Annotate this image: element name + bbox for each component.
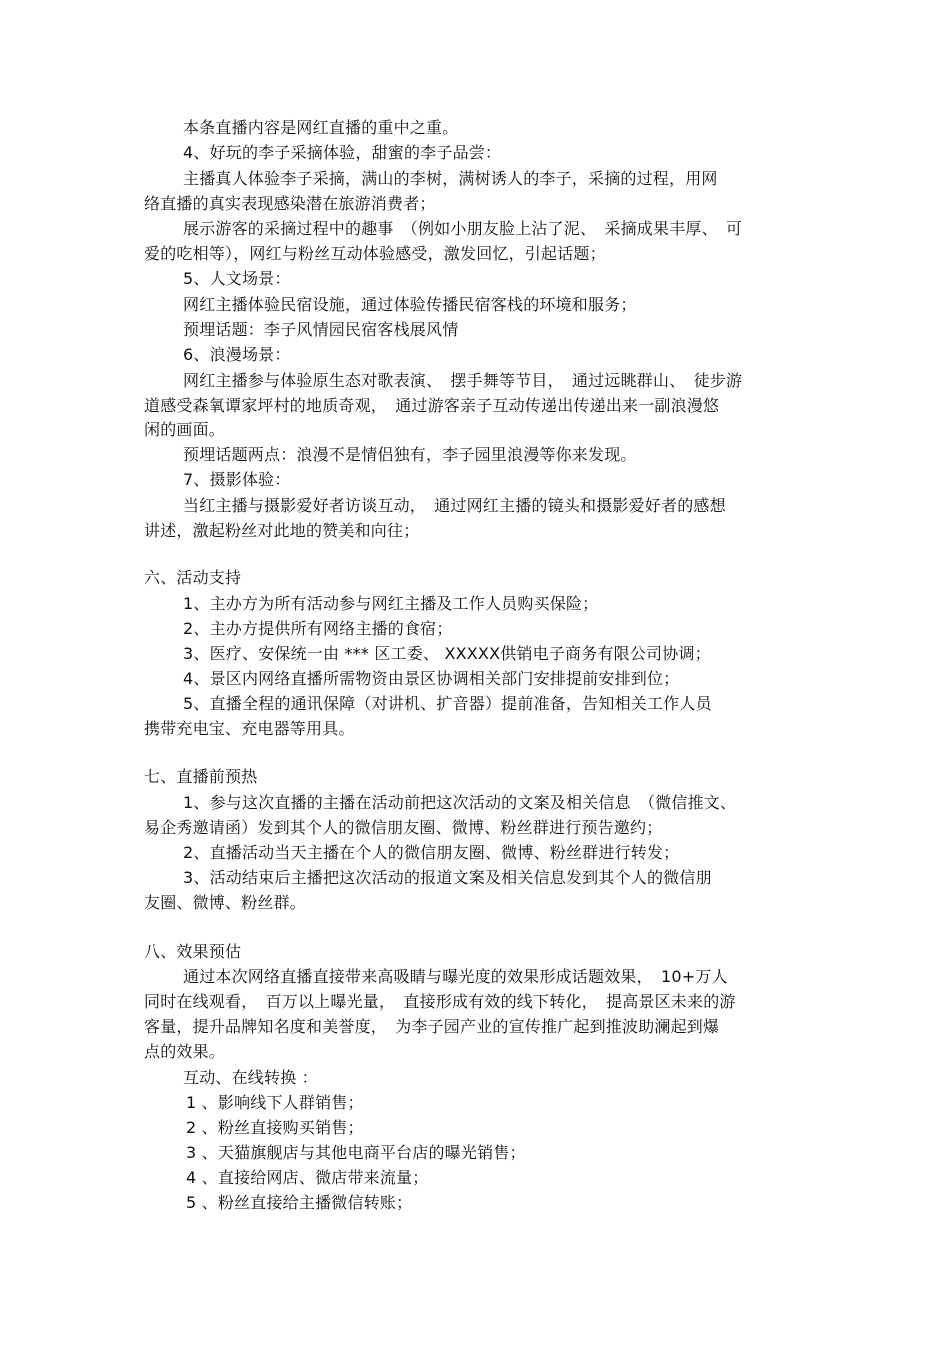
item-7-title: 7、摄影体验： [183, 470, 291, 489]
item-4-line-3: 展示游客的采摘过程中的趣事 （例如小朋友脸上沾了泥、 采摘成果丰厚、 可 [183, 219, 743, 238]
item-6-line-2: 道感受森氧谭家坪村的地质奇观， 通过游客亲子互动传递出传递出来一副浪漫悠 [144, 396, 720, 415]
section-6-line-2: 2、主办方提供所有网络主播的食宿； [183, 619, 453, 638]
section-6-line-1: 1、主办方为所有活动参与网红主播及工作人员购买保险； [183, 594, 599, 613]
section-6-heading: 六、活动支持 [144, 568, 242, 587]
list-item: 3 、天猫旗舰店与其他电商平台店的曝光销售； [186, 1143, 526, 1162]
section-7-line-4: 3、活动结束后主播把这次活动的报道文案及相关信息发到其个人的微信朋 [183, 868, 712, 887]
section-7-line-1: 1、参与这次直播的主播在活动前把这次活动的文案及相关信息 （微信推文、 [183, 793, 737, 812]
section-8-line-2: 同时在线观看， 百万以上曝光量， 直接形成有效的线下转化， 提高景区未来的游 [144, 992, 736, 1011]
section-7-line-3: 2、直播活动当天主播在个人的微信朋友圈、微博、粉丝群进行转发； [183, 843, 680, 862]
section-8-subheading: 互动、在线转换 ： [183, 1068, 318, 1087]
section-7-line-5: 友圈、微博、粉丝群。 [144, 893, 307, 912]
list-item: 1 、影响线下人群销售； [186, 1093, 364, 1112]
section-8-heading: 八、效果预估 [144, 942, 242, 961]
section-6-line-6: 携带充电宝、充电器等用具。 [144, 719, 355, 738]
item-7-line-2: 讲述，激起粉丝对此地的赞美和向往； [144, 521, 420, 540]
item-5-line-2: 预埋话题：李子风情园民宿客栈展风情 [183, 320, 459, 339]
list-item: 4 、直接给网店、微店带来流量； [186, 1168, 429, 1187]
section-7-heading: 七、直播前预热 [144, 767, 258, 786]
section-8-line-1: 通过本次网络直播直接带来高吸睛与曝光度的效果形成话题效果， 10+万人 [183, 967, 728, 986]
item-4-title: 4、好玩的李子采摘体验，甜蜜的李子品尝： [183, 143, 502, 162]
intro-closing-line: 本条直播内容是网红直播的重中之重。 [183, 118, 459, 137]
section-8-line-4: 点的效果。 [144, 1042, 226, 1061]
list-item: 5 、粉丝直接给主播微信转账； [186, 1193, 413, 1212]
item-6-line-3: 闲的画面。 [144, 420, 226, 439]
section-8-line-3: 客量，提升品牌知名度和美誉度， 为李子园产业的宣传推广起到推波助澜起到爆 [144, 1017, 720, 1036]
item-6-line-4: 预埋话题两点：浪漫不是情侣独有，李子园里浪漫等你来发现。 [183, 445, 637, 464]
section-6-line-3: 3、医疗、安保统一由 *** 区工委、 XXXXX供销电子商务有限公司协调； [183, 644, 711, 663]
item-7-line-1: 当红主播与摄影爱好者访谈互动， 通过网红主播的镜头和摄影爱好者的感想 [183, 496, 726, 515]
item-4-line-4: 爱的吃相等），网红与粉丝互动体验感受，激发回忆，引起话题； [144, 244, 606, 263]
item-5-title: 5、人文场景： [183, 269, 291, 288]
section-7-line-2: 易企秀邀请函）发到其个人的微信朋友圈、微博、粉丝群进行预告邀约； [144, 818, 663, 837]
item-4-line-2: 络直播的真实表现感染潜在旅游消费者； [144, 194, 436, 213]
list-item: 2 、粉丝直接购买销售； [186, 1118, 364, 1137]
item-6-line-1: 网红主播参与体验原生态对歌表演、 摆手舞等节目， 通过远眺群山、 徒步游 [183, 371, 743, 390]
item-6-title: 6、浪漫场景： [183, 345, 291, 364]
item-4-line-1: 主播真人体验李子采摘，满山的李树，满树诱人的李子，采摘的过程，用网 [183, 169, 718, 188]
section-6-line-4: 4、景区内网络直播所需物资由景区协调相关部门安排提前安排到位； [183, 669, 680, 688]
section-6-line-5: 5、直播全程的通讯保障（对讲机、扩音器）提前准备，告知相关工作人员 [183, 694, 712, 713]
item-5-line-1: 网红主播体验民宿设施，通过体验传播民宿客栈的环境和服务； [183, 295, 637, 314]
